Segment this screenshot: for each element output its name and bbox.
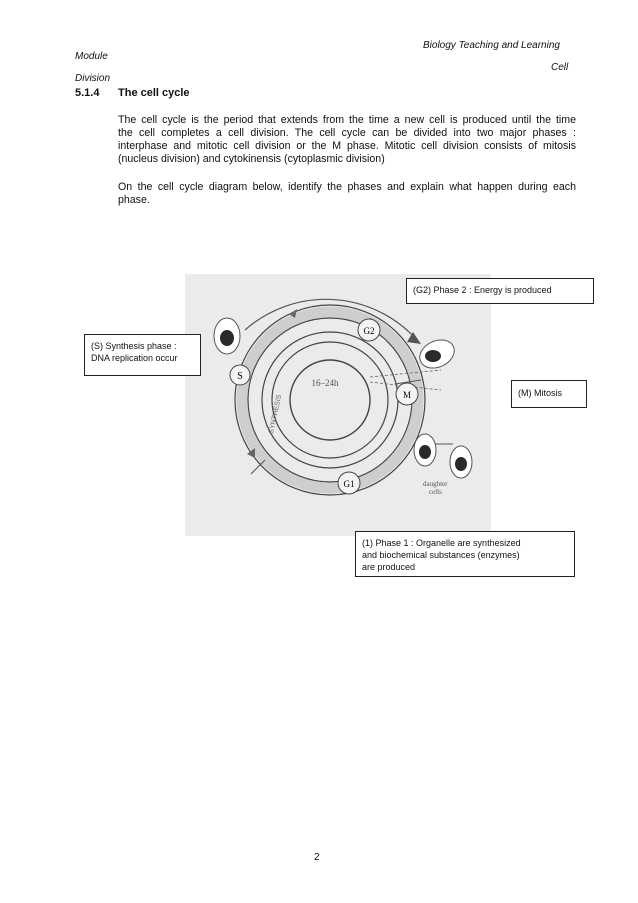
synthesis-arc-label: SYNTHESIS	[268, 394, 284, 435]
cycle-duration: 16–24h	[311, 378, 339, 388]
cell-nucleus	[425, 350, 441, 362]
para1-line: the cell completes a cell division. The cell cycle can be divided into two major phases :	[118, 127, 576, 139]
paragraph-intro	[118, 114, 576, 166]
g2-annotation-text: (G2) Phase 2 : Energy is produced	[413, 285, 552, 295]
header-title: Biology Teaching and Learning	[423, 40, 560, 51]
cells-label: cells	[429, 488, 442, 496]
m-annotation-text: (M) Mitosis	[518, 388, 562, 398]
para1-line: (nucleus division) and cytokinensis (cytoplasmic division)	[118, 153, 385, 165]
header-cell: Cell	[551, 62, 569, 73]
g2-annotation-box	[406, 278, 594, 304]
cell-nucleus	[419, 445, 431, 459]
daughter-label: daughter	[423, 480, 448, 488]
cell-nucleus	[455, 457, 467, 471]
s-annotation-box	[84, 334, 201, 376]
header-division: Division	[75, 73, 111, 84]
para1-line: The cell cycle is the period that extends from the time a new cell is produced until the time	[118, 114, 576, 126]
cell-nucleus	[220, 330, 234, 346]
cell-cycle-diagram	[185, 274, 491, 536]
paragraph-instruction	[118, 181, 576, 207]
m-phase-label: M	[402, 390, 412, 400]
header-module: Module	[75, 51, 108, 62]
g1-phase-label: G1	[343, 479, 355, 489]
g1-annotation-line: and biochemical substances (enzymes)	[362, 550, 520, 560]
para1-line: interphase and mitotic cell division or the M phase. Mitotic cell division consists of mitosis	[118, 140, 576, 152]
page-number: 2	[314, 852, 320, 863]
s-phase-label: S	[237, 371, 243, 382]
section-title: The cell cycle	[118, 87, 190, 99]
g1-annotation-box	[355, 531, 575, 577]
g1-annotation-line: are produced	[362, 562, 416, 572]
g1-annotation-line: (1) Phase 1 : Organelle are synthesized	[362, 538, 521, 548]
para2-line: On the cell cycle diagram below, identify the phases and explain what happen during each	[118, 181, 576, 193]
s-annotation-line: DNA replication occur	[91, 353, 178, 363]
g2-phase-label: G2	[363, 326, 375, 336]
s-annotation-line: (S) Synthesis phase :	[91, 341, 177, 351]
m-annotation-box	[511, 380, 587, 408]
para2-line: phase.	[118, 194, 150, 206]
section-number: 5.1.4	[75, 87, 100, 99]
